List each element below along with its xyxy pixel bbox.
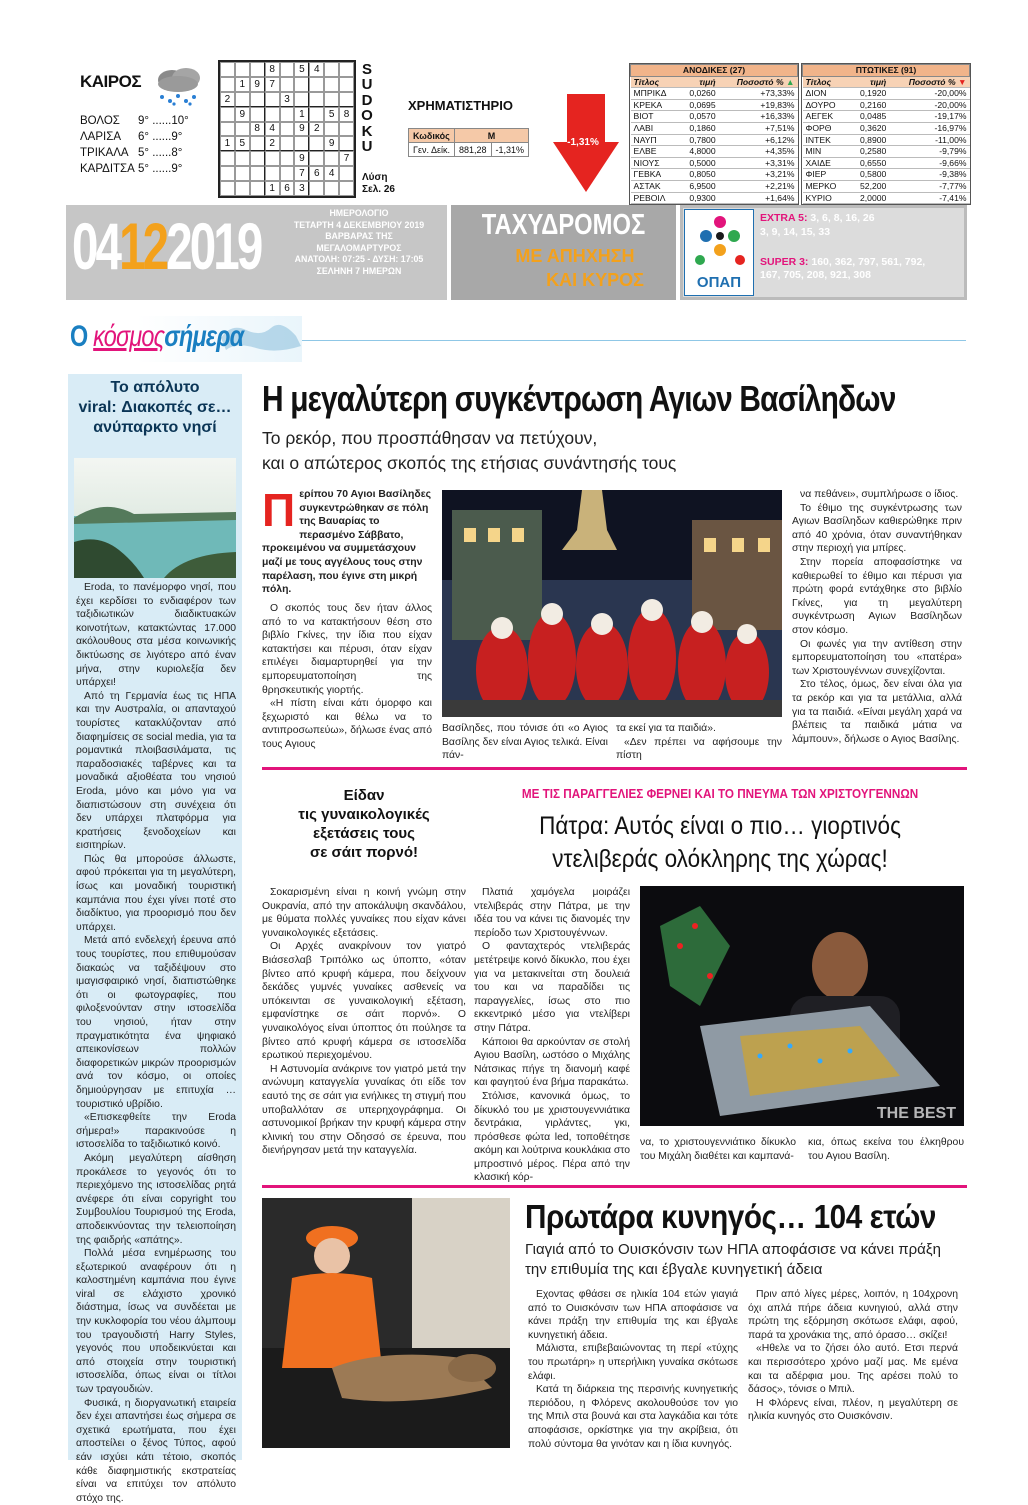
dropcap: Π — [262, 484, 296, 536]
sudoku-cell: 1 — [265, 181, 280, 196]
sudoku-cell — [339, 166, 354, 181]
table-cell: ΦΟΡΘ — [803, 122, 849, 134]
paragraph: Οι Αρχές ανακρίνουν τον γιατρό Βιάσεσλαβ Τριπόλκο ως ύποπτο, «όταν βίντεο από κρυφή κάμερα, που δείχνουν δεκάδες γυμνές γυναίκες ασθενείς να υπόκεινται σε γυναικολογική εξέταση, εμφανίστηκε σε σάιτ πορνό». Ο γυναικολόγος είναι ύποπτος ότι πούλησε τα βίντεο από κρυφή κάμερα σε ιστοσελίδα ερωτικού περιεχομένου. — [262, 941, 466, 1062]
table-row — [631, 192, 798, 204]
pink-divider-2 — [262, 1185, 967, 1188]
article1-col1 — [262, 602, 432, 752]
sudoku-cell — [339, 62, 354, 77]
sudoku-cell: 4 — [265, 122, 280, 137]
opap-results: EXTRA 5: 3, 6, 8, 16, 26 3, 9, 14, 15, 33 SUPER 3: 160, 362, 797, 561, 792, 167, 705, 208, 921, 308 — [760, 212, 926, 282]
table-cell: +7,51% — [719, 122, 798, 134]
article3-headline: Πάτρα: Αυτός είναι ο πιο… γιορτινός ντελιβεράς ολόκληρης της χώρας! — [539, 812, 901, 873]
paragraph: Κατά τη διάρκεια της περσινής κυνηγετικής περιόδου, η Φλόρενς ακολουθούσε τον γιο της Μπιλ στα βουνά και στα λαγκάδια και τότε αποφάσισε, ορκίστηκε για την ακρίβεια, ότι πολύ σύντομα θα γινόταν και η ίδια κυνηγός. — [528, 1384, 738, 1450]
sudoku-cell — [294, 92, 309, 107]
table-cell: 0,0260 — [679, 88, 719, 100]
table-row — [803, 192, 970, 204]
sudoku-cell — [250, 181, 265, 196]
sudoku-cell — [250, 62, 265, 77]
paragraph: Οι φωνές για την αντίθεση στην εμπορευματοποίηση του «πατέρα» των Χριστουγέννων συνεχίζονται. — [792, 638, 962, 677]
table-cell: -9,66% — [889, 157, 969, 169]
table-row — [631, 122, 798, 134]
table-cell: ΚΥΡΙΟ — [803, 192, 849, 204]
weather-title: ΚΑΙΡΟΣ — [80, 72, 142, 91]
sudoku-cell — [220, 151, 235, 166]
sudoku-cell — [235, 92, 250, 107]
table-cell: ΑΣΤΑΚ — [631, 180, 679, 192]
sudoku-cell: 7 — [339, 151, 354, 166]
pink-divider — [262, 767, 967, 770]
table-cell: +6,12% — [719, 134, 798, 146]
sudoku-cell — [235, 62, 250, 77]
table-row — [631, 134, 798, 146]
table-cell: +1,64% — [719, 192, 798, 204]
sudoku-cell — [309, 92, 324, 107]
table-cell: -11,00% — [889, 134, 969, 146]
weather-row: ΤΡΙΚΑΛΑ 5° ......8° — [80, 147, 183, 159]
table-cell: ΙΝΤΕΚ — [803, 134, 849, 146]
paragraph: Πλατιά χαμόγελα μοιράζει ντελιβεράς στην Πάτρα, με την ιδέα του να κάνει τις διανομές την περίοδο των Χριστουγέννων. — [474, 887, 630, 939]
table-cell: 0,3620 — [849, 122, 890, 134]
paragraph: Το έθιμο της συγκέντρωσης των Αγιων Βασίληδων καθιερώθηκε πριν από 40 χρόνια, όταν συναντήθηκαν στην περιοχή για μπίρες. — [792, 502, 962, 555]
paragraph: «Επισκεφθείτε την Eroda σήμερα!» παρακινούσε η ιστοσελίδα το ταξιδιωτικό κοινό. — [76, 1112, 236, 1151]
article4-col2 — [748, 1288, 958, 1424]
table-cell: 0,1860 — [679, 122, 719, 134]
paragraph: να πεθάνει», συμπλήρωσε ο ίδιος. — [800, 489, 959, 500]
table-row — [631, 180, 798, 192]
table-cell: 0,0570 — [679, 111, 719, 123]
weather-row: ΒΟΛΟΣ 9° ......10° — [80, 115, 189, 127]
table-cell: 52,200 — [849, 180, 890, 192]
table-cell: ΧΑΙΔΕ — [803, 157, 849, 169]
article1-caption-col2: τα εκεί για τα παιδιά». «Δεν πρέπει να αφήσουμε την πίστη — [616, 723, 782, 762]
paragraph: Στην πορεία αποφασίστηκε να καθιερωθεί το έθιμο και πέρυσι για πρώτη φορά εντάχθηκε στο βιβλίο Γκίνες, για τη μεγαλύτερη συγκέντρωση Αγιων Βασίληδων στον κόσμο. — [792, 556, 962, 636]
sudoku-cell — [265, 151, 280, 166]
sudoku-cell: 8 — [265, 62, 280, 77]
table-row — [803, 134, 970, 146]
table-cell: +3,31% — [719, 157, 798, 169]
sudoku-cell — [280, 122, 295, 137]
sudoku-cell — [250, 151, 265, 166]
table-cell: ΜΠΡΙΚΔ — [631, 88, 679, 100]
sudoku-cell — [324, 122, 339, 137]
paragraph: Φυσικά, η διοργανωτική εταιρεία δεν έχει απαντήσει έως σήμερα σε σχετικά ερωτήματα, που έχει αποστείλει ο ξένος Τύπος, αφού εάν ισχύει κάτι τέτοιο, σκοπός κάθε διαφημιστικής εκστρατείας είναι να επιτύχει τον απόλυτο στόχο της. — [76, 1397, 236, 1504]
sudoku-cell: 8 — [250, 122, 265, 137]
sudoku-cell: 3 — [294, 181, 309, 196]
table-cell: -7,77% — [889, 180, 969, 192]
sudoku-cell — [309, 77, 324, 92]
table-cell: 0,5800 — [849, 169, 890, 181]
paragraph: Μετά από ενδελεχή έρευνα από τους τουρίστες, που επιθυμούσαν διακαώς να ταξιδέψουν στο ιμαγισφαιρικό νησί, διαπιστώθηκε ότι οι φωτογραφίες, που φιλοξενούνταν στην ιστοσελίδα του νησιού, ήταν στην πραγματικότητα ένα ψηφιακό απεικονίσεων πολλών διαφορετικών μικρών προορισμών ανά τον κόσμο, οι οποίες δημιούργησαν με επιτυχία …τουριστικό υβρίδιο. — [76, 935, 236, 1110]
stock-title: ΧΡΗΜΑΤΙΣΤΗΡΙΟ — [408, 98, 513, 113]
table-cell: 0,2160 — [849, 99, 890, 111]
sidebar-headline: Το απόλυτο viral: Διακοπές σε… ανύπαρκτο νησί — [78, 379, 232, 436]
sudoku-cell: 5 — [235, 136, 250, 151]
table-cell: 2,0000 — [849, 192, 890, 204]
article1-headline: Η μεγαλύτερη συγκέντρωση Αγιων Βασίληδων — [262, 378, 896, 419]
sudoku-cell: 9 — [250, 77, 265, 92]
losers-table: ΠΤΩΤΙΚΕΣ (91) Τίτλος τιμή Ποσοστό % ▼ ΔΙΟΝ 0,1920 -20,00% ΔΟΥΡΟ 0,2160 -20,00% ΑΕΓΕΚ 0,0485 -19,17% ΦΟΡΘ 0,3620 -16,97% ΙΝΤΕΚ 0,8900 -11,00% ΜΙΝ 0,2580 -9,79% ΧΑΙΔΕ 0,6550 -9,66% ΦΙΕΡ 0,5800 -9,38% ΜΕΡΚΟ 52,200 -7,77% ΚΥΡΙΟ 2,0000 -7,41% — [802, 64, 970, 204]
table-cell: 0,0695 — [679, 99, 719, 111]
table-cell: -19,17% — [889, 111, 969, 123]
sudoku-cell — [324, 151, 339, 166]
delivery-scooter-photo — [640, 886, 964, 1126]
sudoku-cell — [280, 77, 295, 92]
table-cell: ΕΛΒΕ — [631, 146, 679, 158]
table-cell: -7,41% — [889, 192, 969, 204]
hunter-photo — [262, 1198, 510, 1448]
sudoku-cell — [235, 122, 250, 137]
sudoku-cell: 2 — [265, 136, 280, 151]
sudoku-cell — [309, 136, 324, 151]
sudoku-cell: 9 — [235, 107, 250, 122]
table-cell: +19,83% — [719, 99, 798, 111]
sudoku-cell: 7 — [265, 77, 280, 92]
table-cell: 0,8900 — [849, 134, 890, 146]
sudoku-cell — [294, 77, 309, 92]
stock-index-table: Κωδικός Μ Γεν. Δείκ. 881,28 -1,31% — [408, 128, 529, 157]
sudoku-cell — [324, 181, 339, 196]
sudoku-cell — [265, 166, 280, 181]
sudoku-cell: 1 — [294, 107, 309, 122]
sudoku-cell: 8 — [339, 107, 354, 122]
sudoku-cell — [265, 92, 280, 107]
santas-parade-photo — [442, 490, 782, 717]
sudoku-cell: 9 — [294, 151, 309, 166]
table-cell: 4,8000 — [679, 146, 719, 158]
sudoku-cell: 1 — [235, 77, 250, 92]
table-cell: ΜΕΡΚΟ — [803, 180, 849, 192]
sudoku-cell: 7 — [294, 166, 309, 181]
photo-watermark: THE BEST — [876, 1105, 956, 1122]
up-arrow-icon: ▲ — [785, 76, 795, 87]
paragraph: Η Αστυνομία ανάκρινε τον γιατρό μετά την ανώνυμη καταγγελία γυναίκας ότι είδε τον εαυτό της σε σάιτ για ενήλικες τη στιγμή που υποβαλλόταν σε υπερηχογράφημα. Οι αστυνομικοί βρήκαν την κρυφή κάμερα στην κλινική του στην Οδησσό σε έρευνα, που διενήργησαν μετά την καταγγελία. — [262, 1063, 466, 1157]
table-cell: -9,38% — [889, 169, 969, 181]
table-cell: -20,00% — [889, 88, 969, 100]
calendar-info: ΗΜΕΡΟΛΟΓΙΟ ΤΕΤΑΡΤΗ 4 ΔΕΚΕΜΒΡΙΟΥ 2019 ΒΑΡΒΑΡΑΣ ΤΗΣ ΜΕΓΑΛΟΜΑΡΤΥΡΟΣ ΑΝΑΤΟΛΗ: 07:25 - ΔΥΣΗ: 17:05 ΣΕΛΗΝΗ 7 ΗΜΕΡΩΝ — [293, 208, 425, 276]
paragraph: Πώς θα μπορούσε άλλωστε, αφού πρόκειται για τη μεγαλύτερη, ίσως και μοναδική τουριστική καμπάνια που έχει γίνει ποτέ στο διαδίκτυο, για προορισμό που δεν υπάρχει. — [76, 853, 236, 933]
masthead-slogan: ΜΕ ΑΠΗΧΗΣΗ ΚΑΙ ΚΥΡΟΣ — [515, 246, 644, 290]
table-cell: 0,1920 — [849, 88, 890, 100]
article3-kicker: ΜΕ ΤΙΣ ΠΑΡΑΓΓΕΛΙΕΣ ΦΕΡΝΕΙ ΚΑΙ ΤΟ ΠΝΕΥΜΑ ΤΩΝ ΧΡΙΣΤΟΥΓΕΝΝΩΝ — [521, 786, 919, 801]
weather-row: ΚΑΡΔΙΤΣΑ 5° ......9° — [80, 163, 183, 175]
sudoku-cell: 2 — [309, 122, 324, 137]
sudoku-cell — [220, 107, 235, 122]
sudoku-cell — [339, 181, 354, 196]
paragraph: Σοκαρισμένη είναι η κοινή γνώμη στην Ουκρανία, από την αποκάλυψη σκανδάλου, με θύματα πολλές γυναίκες που είχαν κάνει γυναικολογικές εξετάσεις. — [262, 887, 466, 939]
table-cell: -20,00% — [889, 99, 969, 111]
table-cell: +16,33% — [719, 111, 798, 123]
table-cell: ΑΕΓΕΚ — [803, 111, 849, 123]
sudoku-cell: 6 — [280, 181, 295, 196]
table-cell: ΔΟΥΡΟ — [803, 99, 849, 111]
sudoku-cell — [339, 122, 354, 137]
table-row — [631, 111, 798, 123]
sudoku-cell — [250, 166, 265, 181]
paragraph: Πολλά μέσα ενημέρωσης του εξωτερικού αναφέρουν ότι η καλοστημένη καμπάνια που έγινε viral σε ελάχιστο χρονικό διάστημα, ίσως να συνδέεται με την κυκλοφορία του νέου άλμπουμ του τραγουδιστή Harry Styles, γεγονός που υποδεικνύεται και από στοιχεία στην τουριστική ιστοσελίδα, όπως είναι οι τίτλοι των τραγουδιών. — [76, 1248, 236, 1396]
sudoku-cell — [220, 122, 235, 137]
sudoku-cell: 5 — [324, 107, 339, 122]
sudoku-cell — [280, 136, 295, 151]
article2-headline: Είδαν τις γυναικολογικές εξετάσεις τους σε σάιτ πορνό! — [298, 787, 430, 861]
sudoku-cell — [339, 92, 354, 107]
sudoku-cell: 4 — [324, 166, 339, 181]
sudoku-word: S U D O K U — [361, 61, 373, 156]
table-cell: 6,9500 — [679, 180, 719, 192]
table-cell: 0,6550 — [849, 157, 890, 169]
table-cell: 0,7800 — [679, 134, 719, 146]
paragraph: Πριν από λίγες μέρες, λοιπόν, η 104χρονη όχι απλά πήρε άδεια κυνηγιού, αλλά στην πρώτη της εξόρμηση σκότωσε ελάφι, αφού, παρά τα χρονάκια της, από όρασο… σκίζει! — [748, 1289, 958, 1341]
sudoku-cell — [280, 62, 295, 77]
paragraph: «Η πίστη είναι κάτι όμορφο και ξεχωριστό και θέλω να το αντιπροσωπεύω», δήλωσε ένας από τους Αγιους — [262, 698, 432, 750]
article2-body — [262, 886, 466, 1158]
paragraph: Κάποιοι θα αρκούνταν σε στολή Αγιου Βασίλη, ωστόσο ο Μιχάλης Νάτσικας πήγε τη διανομή καφέ και φαγητού ένα βήμα παρακάτω. — [474, 1036, 630, 1089]
table-row — [803, 88, 970, 100]
table-cell: 0,2580 — [849, 146, 890, 158]
sudoku-cell — [265, 107, 280, 122]
section-title: Ο κόσμοςσήμερα — [70, 320, 244, 353]
table-cell: +4,35% — [719, 146, 798, 158]
table-cell: +2,21% — [719, 180, 798, 192]
table-cell: 0,5000 — [679, 157, 719, 169]
sudoku-cell: 2 — [220, 92, 235, 107]
weather-list — [80, 113, 189, 177]
paragraph: Στόλισε, κανονικά όμως, το δίκυκλό του με χριστουγεννιάτικα δεντράκια, γιρλάντες, γκι, πρόσθεσε φώτα led, τοποθέτησε ακόμη και λούτρινα κουκλάκια στο μπροστινό μέρος. Πέρα από την κλασική κόρ- — [474, 1090, 631, 1184]
table-cell: ΛΑΒΙ — [631, 122, 679, 134]
sudoku-cell: 3 — [280, 92, 295, 107]
article4-subheadline: Γιαγιά από το Ουισκόνσιν των ΗΠΑ αποφάσισε να κάνει πράξη την επιθυμία της και έβγαλε κυνηγετική άδεια — [525, 1241, 941, 1278]
sidebar-body — [76, 581, 236, 1505]
sudoku-cell — [324, 62, 339, 77]
table-row — [803, 157, 970, 169]
table-cell: 0,9300 — [679, 192, 719, 204]
sudoku-cell — [280, 151, 295, 166]
article4-headline: Πρωτάρα κυνηγός… 104 ετών — [525, 1198, 936, 1235]
sudoku-cell — [309, 181, 324, 196]
stock-change-label: -1,31% — [567, 137, 599, 148]
table-cell: +73,33% — [719, 88, 798, 100]
island-photo — [74, 458, 236, 578]
paragraph: Εχοντας φθάσει σε ηλικία 104 ετών γιαγιά από το Ουισκόνσιν των ΗΠΑ αποφάσισε να κάνει πράξη την επιθυμία της και έβγαλε κυνηγετική άδεια. — [528, 1289, 738, 1341]
table-row — [803, 180, 970, 192]
table-row — [631, 99, 798, 111]
table-cell: ΔΙΟΝ — [803, 88, 849, 100]
sudoku-cell — [220, 181, 235, 196]
sudoku-cell: 1 — [220, 136, 235, 151]
sudoku-cell — [250, 136, 265, 151]
paragraph: Ακόμη μεγαλύτερη αίσθηση προκάλεσε το γεγονός ότι το περιεχόμενο της ιστοσελίδας ρητά ανέφερε ότι είναι copyright του Συμβουλίου Τουρισμού της Eroda, αποδεικνύοντας την τελειοποίηση της φαιδρής «απάτης». — [76, 1152, 236, 1246]
table-cell: -16,97% — [889, 122, 969, 134]
table-row — [631, 157, 798, 169]
paragraph: Ο σκοπός τους δεν ήταν άλλος από το να κατακτήσουν θέση στο βιβλίο Γκίνες, την ίδια που είχαν κατακτήσει και πέρυσι, όταν είχαν επιλέγει διαμαρτυρηθεί για την εμπορευματοποίηση της θρησκευτικής γιορτής. — [262, 603, 432, 696]
opap-logo: ΟΠΑΠ — [684, 209, 754, 296]
paragraph: Ο φανταχτερός ντελιβεράς μετέτρεψε κοινό δίκυκλο, που έχει για να μετακινείται στη δουλειά του και να παραδίδει τις παραγγελίες, ίσως στο πιο εκκεντρικό μέσο για ντελίβερι στην Πάτρα. — [474, 941, 630, 1034]
sudoku-cell — [250, 92, 265, 107]
sudoku-cell — [324, 92, 339, 107]
table-cell: ΡΕΒΟΙΛ — [631, 192, 679, 204]
table-cell: +3,21% — [719, 169, 798, 181]
gainers-table-box — [629, 63, 799, 205]
table-row — [803, 122, 970, 134]
paragraph: Στο τέλος, όμως, δεν είναι όλα για τα ρεκόρ και για τα μετάλλια, αλλά για τα παιδιά. «Είναι μεγάλη χαρά να βλέπεις τα παιδικά μάτια να λάμπουν», δήλωσε ο Αγιος Βασίλης. — [792, 679, 962, 745]
article3-col1 — [474, 886, 630, 1185]
sudoku-cell: 9 — [294, 122, 309, 137]
sudoku-cell — [280, 166, 295, 181]
article1-caption-col1: Βασίληδες, που τόνισε ότι «ο Αγιος Βασίλης δεν είναι Αγιος τελικά. Είναι πάν- — [442, 723, 608, 762]
sudoku-cell — [235, 151, 250, 166]
sudoku-cell — [220, 166, 235, 181]
table-cell: ΚΡΕΚΑ — [631, 99, 679, 111]
table-cell: 0,8050 — [679, 169, 719, 181]
issue-date: 04122019 — [72, 209, 261, 283]
table-row — [631, 169, 798, 181]
sudoku-cell — [309, 107, 324, 122]
table-cell: ΦΙΕΡ — [803, 169, 849, 181]
article4-col1 — [528, 1288, 738, 1451]
opap-logo-icon — [686, 214, 754, 274]
sudoku-cell: 5 — [294, 62, 309, 77]
masthead-title: ΤΑΧΥΔΡΟΜΟΣ — [481, 209, 646, 241]
sudoku-cell — [309, 151, 324, 166]
paragraph: Eroda, το πανέμορφο νησί, που έχει κερδίσει το ενδιαφέρον των ταξιδιωτικών διαδικτυακών κοινοτήτων, κατακτώντας 17.000 ακόλουθους στα μέσα κοινωνικής δικτύωσης σε λιγότερο από έναν μήνα, στην κυριολεξία δεν υπάρχει! — [76, 582, 236, 689]
article1-col3 — [792, 488, 962, 746]
table-cell: ΜΙΝ — [803, 146, 849, 158]
sudoku-cell — [250, 107, 265, 122]
table-row — [803, 99, 970, 111]
section-banner — [66, 316, 302, 362]
rain-cloud-icon — [150, 66, 206, 106]
table-cell: ΝΙΟΥΣ — [631, 157, 679, 169]
table-cell: ΒΙΟΤ — [631, 111, 679, 123]
table-cell: -9,79% — [889, 146, 969, 158]
sudoku-cell — [235, 181, 250, 196]
sudoku-cell — [339, 136, 354, 151]
table-cell: ΓΕΒΚΑ — [631, 169, 679, 181]
sudoku-cell — [294, 136, 309, 151]
losers-table-box — [801, 63, 971, 205]
sudoku-cell: 6 — [309, 166, 324, 181]
paragraph: Από τη Γερμανία έως τις ΗΠΑ και την Αυστραλία, οι απανταχού τουρίστες κατακλύζονταν από διαφημίσεις σε social media, για τα ρομαντικά πλοιβασιλάματα, τις παραδοσιακές ταβέρνες και τα μοναδικά αξιοθέατα του νησιού Eroda, μόνο και μόνο για να διαπιστώσουν στη συνέχεια ότι δεν υπάρχει πλατφόρμα για κρατήσεις ξενοδοχείων και εισιτηρίων. — [76, 690, 236, 852]
article3-caption-col2: κια, όπως εκείνα του έλκηθρου του Αγιου Βασίλη. — [808, 1137, 964, 1162]
table-row — [803, 111, 970, 123]
sudoku-cell — [220, 62, 235, 77]
table-cell: 0,0485 — [849, 111, 890, 123]
down-arrow-small-icon: ▼ — [957, 76, 967, 87]
gainers-table: ΑΝΟΔΙΚΕΣ (27) Τίτλος τιμή Ποσοστό % ▲ ΜΠΡΙΚΔ 0,0260 +73,33% ΚΡΕΚΑ 0,0695 +19,83% ΒΙΟΤ 0,0570 +16,33% ΛΑΒΙ 0,1860 +7,51% ΝΑΥΠ 0,7800 +6,12% ΕΛΒΕ 4,8000 +4,35% ΝΙΟΥΣ 0,5000 +3,31% ΓΕΒΚΑ 0,8050 +3,21% ΑΣΤΑΚ 6,9500 +2,21% ΡΕΒΟΙΛ 0,9300 +1,64% — [630, 64, 798, 204]
sudoku-cell — [220, 77, 235, 92]
table-row — [631, 88, 798, 100]
table-cell: ΝΑΥΠ — [631, 134, 679, 146]
sudoku-cell — [280, 107, 295, 122]
weather-row: ΛΑΡΙΣΑ 6° ......9° — [80, 131, 183, 143]
sudoku-cell: 9 — [324, 136, 339, 151]
sudoku-cell: 4 — [309, 62, 324, 77]
sudoku-cell — [339, 77, 354, 92]
table-row — [631, 146, 798, 158]
table-row — [803, 146, 970, 158]
article1-lead: Περίπου 70 Αγιοι Βασίληδες συγκεντρώθηκαν σε πόλη της Βαυαρίας το περασμένο Σάββατο, προκειμένου να συμμετάσχουν μαζί με τους αγγέλους τους στην παρέλαση, που έγινε στη μικρή πόλη. — [262, 484, 432, 596]
sudoku-grid — [218, 60, 356, 198]
article1-subheadline: Το ρεκόρ, που προσπάθησαν να πετύχουν, και ο απώτερος σκοπός της ετήσιας συνάντησής τους — [262, 428, 677, 473]
sudoku-solution-note: Λύση Σελ. 26 — [362, 172, 395, 195]
paragraph: «Ηθελε να το ζήσει όλο αυτό. Ετσι περνά και περισσότερο χρόνο μαζί μας. Με εμένα και τα αδέρφια μου. Της αρέσει πολύ το δάσος», τόνισε ο Μπιλ. — [748, 1343, 958, 1396]
paragraph: Μάλιστα, επιβεβαιώνοντας τη περί «τύχης του πρωτάρη» η υπερήλικη γυναίκα σκότωσε ελάφι. — [528, 1343, 738, 1382]
down-arrow-tip — [553, 142, 619, 192]
sudoku-cell — [324, 77, 339, 92]
paragraph: Η Φλόρενς είναι, πλέον, η μεγαλύτερη σε ηλικία κυνηγός στο Ουισκόνσιν. — [748, 1397, 958, 1423]
sudoku-cell — [235, 166, 250, 181]
article3-caption-col1: να, το χριστουγεννιάτικο δίκυκλο του Μιχάλη διαθέτει και καμπανά- — [640, 1137, 796, 1162]
table-row — [803, 169, 970, 181]
